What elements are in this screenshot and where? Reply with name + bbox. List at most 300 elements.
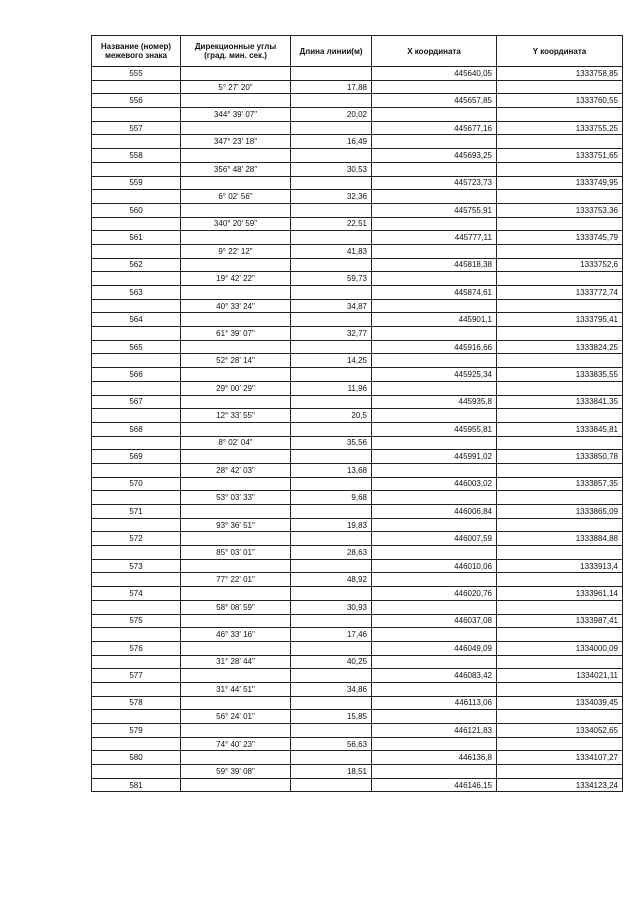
y-coordinate-cell	[497, 80, 623, 94]
point-row	[92, 614, 623, 628]
segment-row	[92, 354, 623, 368]
x-coordinate-cell: 445874,61	[372, 286, 497, 300]
point-row	[92, 477, 623, 491]
line-length-cell	[291, 176, 372, 190]
segment-row	[92, 600, 623, 614]
line-length-cell	[291, 532, 372, 546]
y-coordinate-cell: 1333772,74	[497, 286, 623, 300]
line-length-cell: 30,93	[291, 600, 372, 614]
point-row	[92, 313, 623, 327]
point-row	[92, 203, 623, 217]
segment-row	[92, 655, 623, 669]
x-coordinate-cell: 445677,16	[372, 121, 497, 135]
y-coordinate-cell: 1334123,24	[497, 778, 623, 792]
point-name-cell	[92, 108, 181, 122]
line-length-cell	[291, 286, 372, 300]
point-name-cell: 560	[92, 203, 181, 217]
segment-row	[92, 518, 623, 532]
x-coordinate-cell	[372, 600, 497, 614]
x-coordinate-cell: 445755,91	[372, 203, 497, 217]
direction-angle-cell: 58° 08' 59"	[181, 600, 291, 614]
header-line-length: Длина линии(м)	[291, 36, 372, 67]
line-length-cell: 20,5	[291, 409, 372, 423]
x-coordinate-cell: 446006,84	[372, 505, 497, 519]
y-coordinate-cell	[497, 409, 623, 423]
y-coordinate-cell: 1333745,79	[497, 231, 623, 245]
y-coordinate-cell	[497, 244, 623, 258]
point-name-cell: 566	[92, 368, 181, 382]
y-coordinate-cell	[497, 217, 623, 231]
y-coordinate-cell: 1333753,36	[497, 203, 623, 217]
boundary-coordinates-table	[91, 35, 623, 792]
direction-angle-cell	[181, 751, 291, 765]
segment-row	[92, 710, 623, 724]
point-row	[92, 422, 623, 436]
line-length-cell	[291, 696, 372, 710]
y-coordinate-cell: 1333749,95	[497, 176, 623, 190]
point-name-cell: 573	[92, 559, 181, 573]
y-coordinate-cell	[497, 682, 623, 696]
point-name-cell	[92, 381, 181, 395]
x-coordinate-cell	[372, 436, 497, 450]
line-length-cell: 48,92	[291, 573, 372, 587]
direction-angle-cell: 344° 39' 07"	[181, 108, 291, 122]
segment-row	[92, 135, 623, 149]
line-length-cell: 9,68	[291, 491, 372, 505]
x-coordinate-cell	[372, 162, 497, 176]
segment-row	[92, 463, 623, 477]
table-body	[92, 67, 623, 792]
y-coordinate-cell	[497, 710, 623, 724]
direction-angle-cell: 340° 20' 59"	[181, 217, 291, 231]
direction-angle-cell: 61° 39' 07"	[181, 327, 291, 341]
x-coordinate-cell	[372, 573, 497, 587]
x-coordinate-cell	[372, 546, 497, 560]
x-coordinate-cell: 445901,1	[372, 313, 497, 327]
direction-angle-cell: 93° 36' 51"	[181, 518, 291, 532]
line-length-cell: 41,83	[291, 244, 372, 258]
point-name-cell	[92, 436, 181, 450]
point-name-cell	[92, 80, 181, 94]
segment-row	[92, 765, 623, 779]
direction-angle-cell: 85° 03' 01"	[181, 546, 291, 560]
point-name-cell	[92, 409, 181, 423]
y-coordinate-cell	[497, 354, 623, 368]
y-coordinate-cell	[497, 518, 623, 532]
direction-angle-cell	[181, 286, 291, 300]
point-name-cell	[92, 244, 181, 258]
header-direction-angle: Дирекционные углы (град. мин. сек.)	[181, 36, 291, 67]
x-coordinate-cell: 446003,02	[372, 477, 497, 491]
segment-row	[92, 573, 623, 587]
segment-row	[92, 682, 623, 696]
direction-angle-cell	[181, 559, 291, 573]
x-coordinate-cell	[372, 710, 497, 724]
x-coordinate-cell	[372, 381, 497, 395]
x-coordinate-cell	[372, 190, 497, 204]
direction-angle-cell	[181, 724, 291, 738]
point-name-cell: 578	[92, 696, 181, 710]
direction-angle-cell	[181, 614, 291, 628]
y-coordinate-cell: 1333850,78	[497, 450, 623, 464]
y-coordinate-cell	[497, 381, 623, 395]
point-name-cell: 563	[92, 286, 181, 300]
segment-row	[92, 162, 623, 176]
direction-angle-cell	[181, 696, 291, 710]
y-coordinate-cell: 1333961,14	[497, 587, 623, 601]
y-coordinate-cell: 1334052,65	[497, 724, 623, 738]
point-name-cell: 577	[92, 669, 181, 683]
direction-angle-cell: 31° 28' 44"	[181, 655, 291, 669]
direction-angle-cell	[181, 149, 291, 163]
x-coordinate-cell: 445777,11	[372, 231, 497, 245]
x-coordinate-cell: 445935,8	[372, 395, 497, 409]
point-name-cell	[92, 546, 181, 560]
direction-angle-cell	[181, 477, 291, 491]
table-header	[92, 36, 623, 67]
line-length-cell: 56,63	[291, 737, 372, 751]
y-coordinate-cell: 1333760,55	[497, 94, 623, 108]
line-length-cell: 20,02	[291, 108, 372, 122]
segment-row	[92, 436, 623, 450]
x-coordinate-cell: 445723,73	[372, 176, 497, 190]
point-row	[92, 450, 623, 464]
point-name-cell: 579	[92, 724, 181, 738]
header-x-coordinate: X координата	[372, 36, 497, 67]
line-length-cell	[291, 587, 372, 601]
x-coordinate-cell: 445657,85	[372, 94, 497, 108]
x-coordinate-cell: 445693,25	[372, 149, 497, 163]
direction-angle-cell	[181, 422, 291, 436]
direction-angle-cell	[181, 231, 291, 245]
point-name-cell	[92, 573, 181, 587]
point-row	[92, 696, 623, 710]
point-name-cell	[92, 327, 181, 341]
direction-angle-cell: 31° 44' 51"	[181, 682, 291, 696]
x-coordinate-cell: 445991,02	[372, 450, 497, 464]
x-coordinate-cell	[372, 463, 497, 477]
segment-row	[92, 409, 623, 423]
x-coordinate-cell	[372, 655, 497, 669]
y-coordinate-cell	[497, 299, 623, 313]
point-name-cell: 557	[92, 121, 181, 135]
y-coordinate-cell	[497, 436, 623, 450]
x-coordinate-cell	[372, 327, 497, 341]
line-length-cell	[291, 505, 372, 519]
direction-angle-cell	[181, 587, 291, 601]
segment-row	[92, 190, 623, 204]
x-coordinate-cell	[372, 80, 497, 94]
y-coordinate-cell: 1334021,11	[497, 669, 623, 683]
point-name-cell: 570	[92, 477, 181, 491]
y-coordinate-cell: 1333835,55	[497, 368, 623, 382]
point-row	[92, 505, 623, 519]
direction-angle-cell	[181, 121, 291, 135]
x-coordinate-cell: 445818,38	[372, 258, 497, 272]
x-coordinate-cell	[372, 135, 497, 149]
point-row	[92, 587, 623, 601]
point-name-cell: 564	[92, 313, 181, 327]
direction-angle-cell	[181, 450, 291, 464]
x-coordinate-cell	[372, 409, 497, 423]
direction-angle-cell	[181, 340, 291, 354]
direction-angle-cell: 53° 03' 33"	[181, 491, 291, 505]
point-name-cell	[92, 655, 181, 669]
line-length-cell: 32,77	[291, 327, 372, 341]
line-length-cell	[291, 121, 372, 135]
line-length-cell: 16,49	[291, 135, 372, 149]
point-row	[92, 67, 623, 81]
point-name-cell	[92, 272, 181, 286]
line-length-cell	[291, 559, 372, 573]
segment-row	[92, 327, 623, 341]
point-name-cell: 556	[92, 94, 181, 108]
line-length-cell: 28,63	[291, 546, 372, 560]
line-length-cell	[291, 313, 372, 327]
x-coordinate-cell: 445916,66	[372, 340, 497, 354]
y-coordinate-cell: 1333884,88	[497, 532, 623, 546]
point-name-cell: 559	[92, 176, 181, 190]
line-length-cell: 14,25	[291, 354, 372, 368]
x-coordinate-cell	[372, 217, 497, 231]
y-coordinate-cell	[497, 491, 623, 505]
x-coordinate-cell	[372, 299, 497, 313]
x-coordinate-cell	[372, 682, 497, 696]
direction-angle-cell: 6° 02' 56"	[181, 190, 291, 204]
line-length-cell: 30,53	[291, 162, 372, 176]
line-length-cell: 40,25	[291, 655, 372, 669]
direction-angle-cell: 74° 40' 23"	[181, 737, 291, 751]
x-coordinate-cell	[372, 108, 497, 122]
y-coordinate-cell	[497, 327, 623, 341]
line-length-cell	[291, 450, 372, 464]
segment-row	[92, 80, 623, 94]
direction-angle-cell	[181, 669, 291, 683]
direction-angle-cell: 12° 33' 55"	[181, 409, 291, 423]
y-coordinate-cell	[497, 737, 623, 751]
line-length-cell	[291, 203, 372, 217]
y-coordinate-cell	[497, 272, 623, 286]
x-coordinate-cell	[372, 628, 497, 642]
point-row	[92, 724, 623, 738]
point-row	[92, 532, 623, 546]
point-name-cell: 581	[92, 778, 181, 792]
point-name-cell: 568	[92, 422, 181, 436]
point-name-cell: 571	[92, 505, 181, 519]
y-coordinate-cell: 1333758,85	[497, 67, 623, 81]
line-length-cell: 35,56	[291, 436, 372, 450]
point-name-cell	[92, 600, 181, 614]
direction-angle-cell: 52° 28' 14"	[181, 354, 291, 368]
line-length-cell	[291, 641, 372, 655]
direction-angle-cell: 347° 23' 18"	[181, 135, 291, 149]
line-length-cell	[291, 395, 372, 409]
segment-row	[92, 737, 623, 751]
y-coordinate-cell: 1334107,27	[497, 751, 623, 765]
point-name-cell: 555	[92, 67, 181, 81]
direction-angle-cell: 56° 24' 01"	[181, 710, 291, 724]
segment-row	[92, 108, 623, 122]
direction-angle-cell: 356° 48' 28"	[181, 162, 291, 176]
direction-angle-cell	[181, 313, 291, 327]
x-coordinate-cell	[372, 354, 497, 368]
y-coordinate-cell	[497, 463, 623, 477]
point-row	[92, 149, 623, 163]
line-length-cell	[291, 368, 372, 382]
line-length-cell: 19,83	[291, 518, 372, 532]
x-coordinate-cell: 446136,8	[372, 751, 497, 765]
point-name-cell	[92, 135, 181, 149]
segment-row	[92, 244, 623, 258]
x-coordinate-cell: 446121,83	[372, 724, 497, 738]
line-length-cell: 13,68	[291, 463, 372, 477]
direction-angle-cell	[181, 641, 291, 655]
point-name-cell: 562	[92, 258, 181, 272]
direction-angle-cell: 77° 22' 01"	[181, 573, 291, 587]
point-row	[92, 258, 623, 272]
point-name-cell	[92, 217, 181, 231]
point-name-cell: 565	[92, 340, 181, 354]
line-length-cell	[291, 422, 372, 436]
line-length-cell: 15,85	[291, 710, 372, 724]
x-coordinate-cell	[372, 244, 497, 258]
line-length-cell	[291, 724, 372, 738]
point-name-cell	[92, 491, 181, 505]
point-name-cell: 575	[92, 614, 181, 628]
line-length-cell: 17,88	[291, 80, 372, 94]
direction-angle-cell: 9° 22' 12"	[181, 244, 291, 258]
direction-angle-cell: 40° 33' 24"	[181, 299, 291, 313]
line-length-cell	[291, 778, 372, 792]
point-row	[92, 340, 623, 354]
x-coordinate-cell: 445640,05	[372, 67, 497, 81]
y-coordinate-cell	[497, 190, 623, 204]
header-row	[92, 36, 623, 67]
line-length-cell: 17,46	[291, 628, 372, 642]
point-name-cell	[92, 518, 181, 532]
y-coordinate-cell: 1333751,65	[497, 149, 623, 163]
segment-row	[92, 217, 623, 231]
line-length-cell	[291, 340, 372, 354]
point-row	[92, 231, 623, 245]
x-coordinate-cell	[372, 491, 497, 505]
y-coordinate-cell: 1334000,09	[497, 641, 623, 655]
point-row	[92, 395, 623, 409]
x-coordinate-cell	[372, 765, 497, 779]
y-coordinate-cell: 1333845,81	[497, 422, 623, 436]
line-length-cell	[291, 614, 372, 628]
line-length-cell	[291, 149, 372, 163]
x-coordinate-cell	[372, 737, 497, 751]
point-name-cell: 569	[92, 450, 181, 464]
point-name-cell: 561	[92, 231, 181, 245]
line-length-cell: 34,87	[291, 299, 372, 313]
direction-angle-cell	[181, 368, 291, 382]
x-coordinate-cell: 446020,76	[372, 587, 497, 601]
line-length-cell	[291, 477, 372, 491]
line-length-cell: 22,51	[291, 217, 372, 231]
y-coordinate-cell	[497, 600, 623, 614]
line-length-cell: 18,51	[291, 765, 372, 779]
point-name-cell	[92, 354, 181, 368]
direction-angle-cell: 59° 39' 08"	[181, 765, 291, 779]
point-row	[92, 559, 623, 573]
y-coordinate-cell: 1333824,25	[497, 340, 623, 354]
x-coordinate-cell: 446113,06	[372, 696, 497, 710]
point-name-cell	[92, 299, 181, 313]
direction-angle-cell	[181, 505, 291, 519]
point-row	[92, 286, 623, 300]
y-coordinate-cell: 1333865,09	[497, 505, 623, 519]
x-coordinate-cell: 446083,42	[372, 669, 497, 683]
point-name-cell	[92, 737, 181, 751]
direction-angle-cell	[181, 203, 291, 217]
line-length-cell: 34,86	[291, 682, 372, 696]
point-name-cell: 572	[92, 532, 181, 546]
point-name-cell	[92, 765, 181, 779]
segment-row	[92, 546, 623, 560]
x-coordinate-cell: 446037,08	[372, 614, 497, 628]
segment-row	[92, 491, 623, 505]
segment-row	[92, 628, 623, 642]
y-coordinate-cell: 1333795,41	[497, 313, 623, 327]
point-row	[92, 121, 623, 135]
direction-angle-cell: 8° 02' 04"	[181, 436, 291, 450]
y-coordinate-cell	[497, 765, 623, 779]
point-name-cell: 558	[92, 149, 181, 163]
direction-angle-cell	[181, 258, 291, 272]
direction-angle-cell: 5° 27' 20"	[181, 80, 291, 94]
y-coordinate-cell	[497, 135, 623, 149]
point-name-cell: 576	[92, 641, 181, 655]
line-length-cell: 11,96	[291, 381, 372, 395]
segment-row	[92, 381, 623, 395]
point-row	[92, 94, 623, 108]
y-coordinate-cell: 1333857,35	[497, 477, 623, 491]
direction-angle-cell: 29° 00' 29"	[181, 381, 291, 395]
line-length-cell	[291, 67, 372, 81]
point-name-cell: 580	[92, 751, 181, 765]
line-length-cell	[291, 751, 372, 765]
point-name-cell: 574	[92, 587, 181, 601]
line-length-cell	[291, 94, 372, 108]
x-coordinate-cell: 446049,09	[372, 641, 497, 655]
line-length-cell: 32,36	[291, 190, 372, 204]
point-name-cell	[92, 682, 181, 696]
y-coordinate-cell	[497, 108, 623, 122]
y-coordinate-cell	[497, 628, 623, 642]
x-coordinate-cell: 446146,15	[372, 778, 497, 792]
segment-row	[92, 299, 623, 313]
direction-angle-cell	[181, 67, 291, 81]
point-name-cell	[92, 162, 181, 176]
direction-angle-cell	[181, 395, 291, 409]
y-coordinate-cell: 1333755,25	[497, 121, 623, 135]
direction-angle-cell	[181, 778, 291, 792]
point-name-cell	[92, 190, 181, 204]
point-row	[92, 176, 623, 190]
header-y-coordinate: Y координата	[497, 36, 623, 67]
direction-angle-cell	[181, 94, 291, 108]
line-length-cell	[291, 231, 372, 245]
y-coordinate-cell: 1334039,45	[497, 696, 623, 710]
y-coordinate-cell: 1333752,6	[497, 258, 623, 272]
x-coordinate-cell: 445955,81	[372, 422, 497, 436]
direction-angle-cell: 19° 42' 22"	[181, 272, 291, 286]
y-coordinate-cell	[497, 162, 623, 176]
y-coordinate-cell: 1333987,41	[497, 614, 623, 628]
direction-angle-cell	[181, 176, 291, 190]
